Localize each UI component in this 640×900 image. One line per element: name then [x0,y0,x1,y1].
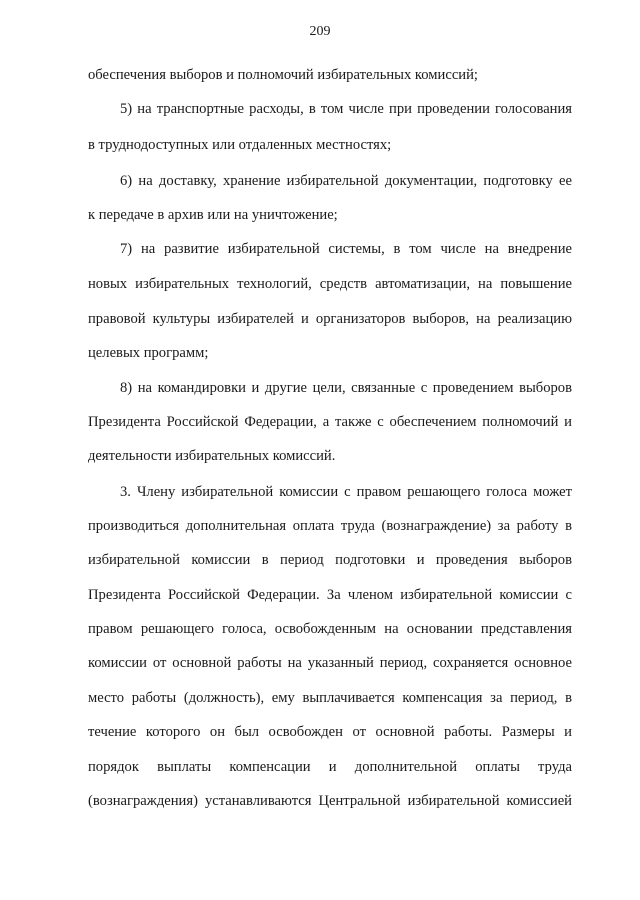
text-line: 3. Члену избирательной комиссии с правом решающего голоса может [120,484,572,500]
text-line: деятельности избирательных комиссий. [88,448,336,464]
page-number: 209 [309,24,331,39]
text-line: избирательной комиссии в период подготовки и проведения выборов [88,552,572,568]
text-line: производиться дополнительная оплата труда (вознаграждение) за работу в [88,518,572,534]
text-line: правом решающего голоса, освобожденным на основании представления [88,621,572,637]
text-line: 8) на командировки и другие цели, связанные с проведением выборов [120,380,572,396]
text-line: новых избирательных технологий, средств автоматизации, на повышение [88,276,572,292]
text-line: 6) на доставку, хранение избирательной документации, подготовку ее [120,173,572,189]
text-line: Президента Российской Федерации, а также с обеспечением полномочий и [88,414,572,430]
text-line: целевых программ; [88,345,209,361]
text-line: 7) на развитие избирательной системы, в том числе на внедрение [120,241,572,257]
text-line: течение которого он был освобожден от основной работы. Размеры и [88,724,572,740]
text-line: правовой культуры избирателей и организаторов выборов, на реализацию [88,311,572,327]
text-line: в труднодоступных или отдаленных местностях; [88,137,392,153]
text-line: комиссии от основной работы на указанный период, сохраняется основное [88,655,572,671]
text-line: Президента Российской Федерации. За членом избирательной комиссии с [88,587,572,603]
text-line: к передаче в архив или на уничтожение; [88,207,338,223]
text-line: 5) на транспортные расходы, в том числе при проведении голосования [120,101,572,117]
text-line: порядок выплаты компенсации и дополнительной оплаты труда [88,759,572,775]
text-line: (вознаграждения) устанавливаются Центральной избирательной комиссией [88,793,572,809]
text-line: обеспечения выборов и полномочий избирательных комиссий; [88,67,478,83]
text-line: место работы (должность), ему выплачивается компенсация за период, в [88,690,572,706]
